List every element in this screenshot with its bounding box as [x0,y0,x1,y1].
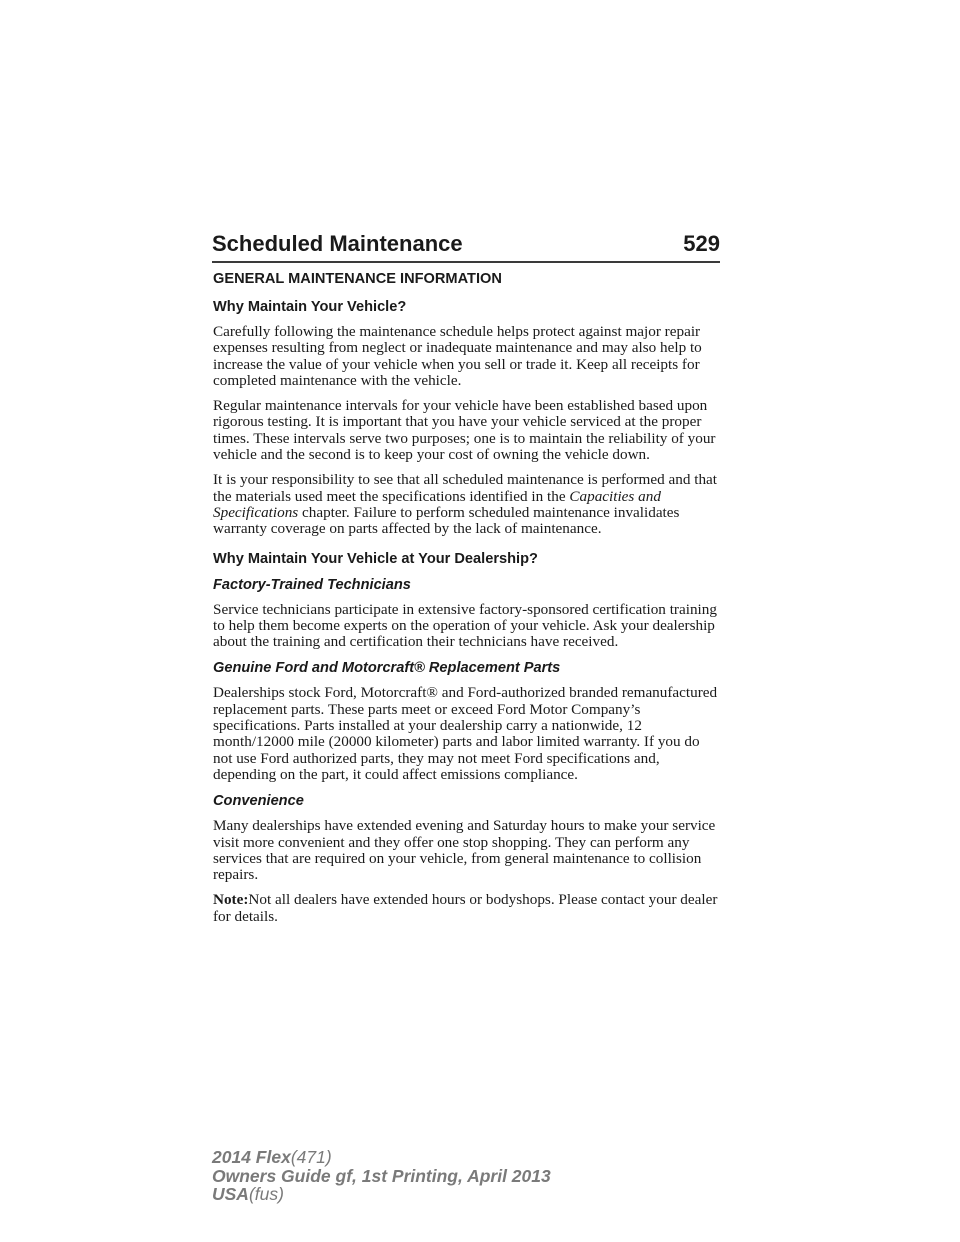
footer-model: 2014 Flex [212,1147,291,1167]
page-number: 529 [683,231,720,256]
paragraph-maintenance-intervals: Regular maintenance intervals for your vehicle have been established based upon rigorous testing. It is important that you have your vehicle serviced at the proper times. These intervals serve two purposes; one is to maintain the reliability of your vehicle and the second is to keep your cost of owning the vehicle down. [213,397,716,464]
page-header [212,233,720,255]
note [213,892,721,925]
footer-market-line [212,1185,551,1204]
chapter-reference: Capacities and Specifications [213,487,661,521]
heading-why-maintain: Why Maintain Your Vehicle? [213,299,407,315]
footer-market: USA [212,1184,249,1204]
section-title: GENERAL MAINTENANCE INFORMATION [213,271,502,287]
footer-guide-line: Owners Guide gf, 1st Printing, April 2013 [212,1165,551,1186]
heading-dealership: Why Maintain Your Vehicle at Your Dealership? [213,550,538,567]
chapter-title: Scheduled Maintenance [212,231,463,256]
page-footer [212,1148,551,1204]
note-label: Note: [213,891,249,909]
paragraph-responsibility [213,472,721,537]
responsibility-text-end: chapter. Failure to perform scheduled maintenance invalidates warranty coverage on parts affected by the lack of maintenance. [213,503,680,538]
paragraph-maintenance-schedule: Carefully following the maintenance schedule helps protect against major repair expenses resulting from neglect or inadequate maintenance and may also help to increase the value of your vehicle when you sell or trade it. Keep all receipts for completed maintenance with the vehicle. [213,323,702,389]
paragraph-technicians: Service technicians participate in extensive factory-sponsored certification training to help them become experts on the operation of your vehicle. Ask your dealership about the training and certification their technicians have received. [213,600,717,651]
heading-replacement-parts: Genuine Ford and Motorcraft® Replacement Parts [213,660,561,677]
responsibility-text-start: It is your responsibility to see that all scheduled maintenance is performed and that the materials used meet the specifications identified in the [213,471,717,505]
heading-convenience: Convenience [213,793,304,810]
page-content [213,270,721,934]
header-rule [212,261,720,263]
footer-market-code: (fus) [248,1184,284,1204]
footer-model-code: (471) [290,1147,332,1167]
paragraph-convenience: Many dealerships have extended evening and Saturday hours to make your service visit more convenient and they offer one stop shopping. They can perform any services that are required on your vehicle, from general maintenance to collision repairs. [213,817,716,884]
note-text: Not all dealers have extended hours or bodyshops. Please contact your dealer for details. [213,891,718,925]
paragraph-replacement-parts: Dealerships stock Ford, Motorcraft® and Ford-authorized branded remanufactured replacement parts. These parts meet or exceed Ford Motor Company’s specifications. Parts installed at your dealership carry a nationwide, 12 month/12000 mile (20000 kilometer) parts and labor limited warranty. If you do not use Ford authorized parts, they may not meet Ford specifications and, depending on the part, it could affect emissions compliance. [213,684,718,783]
footer-model-line [212,1148,551,1167]
heading-technicians: Factory-Trained Technicians [213,576,411,593]
